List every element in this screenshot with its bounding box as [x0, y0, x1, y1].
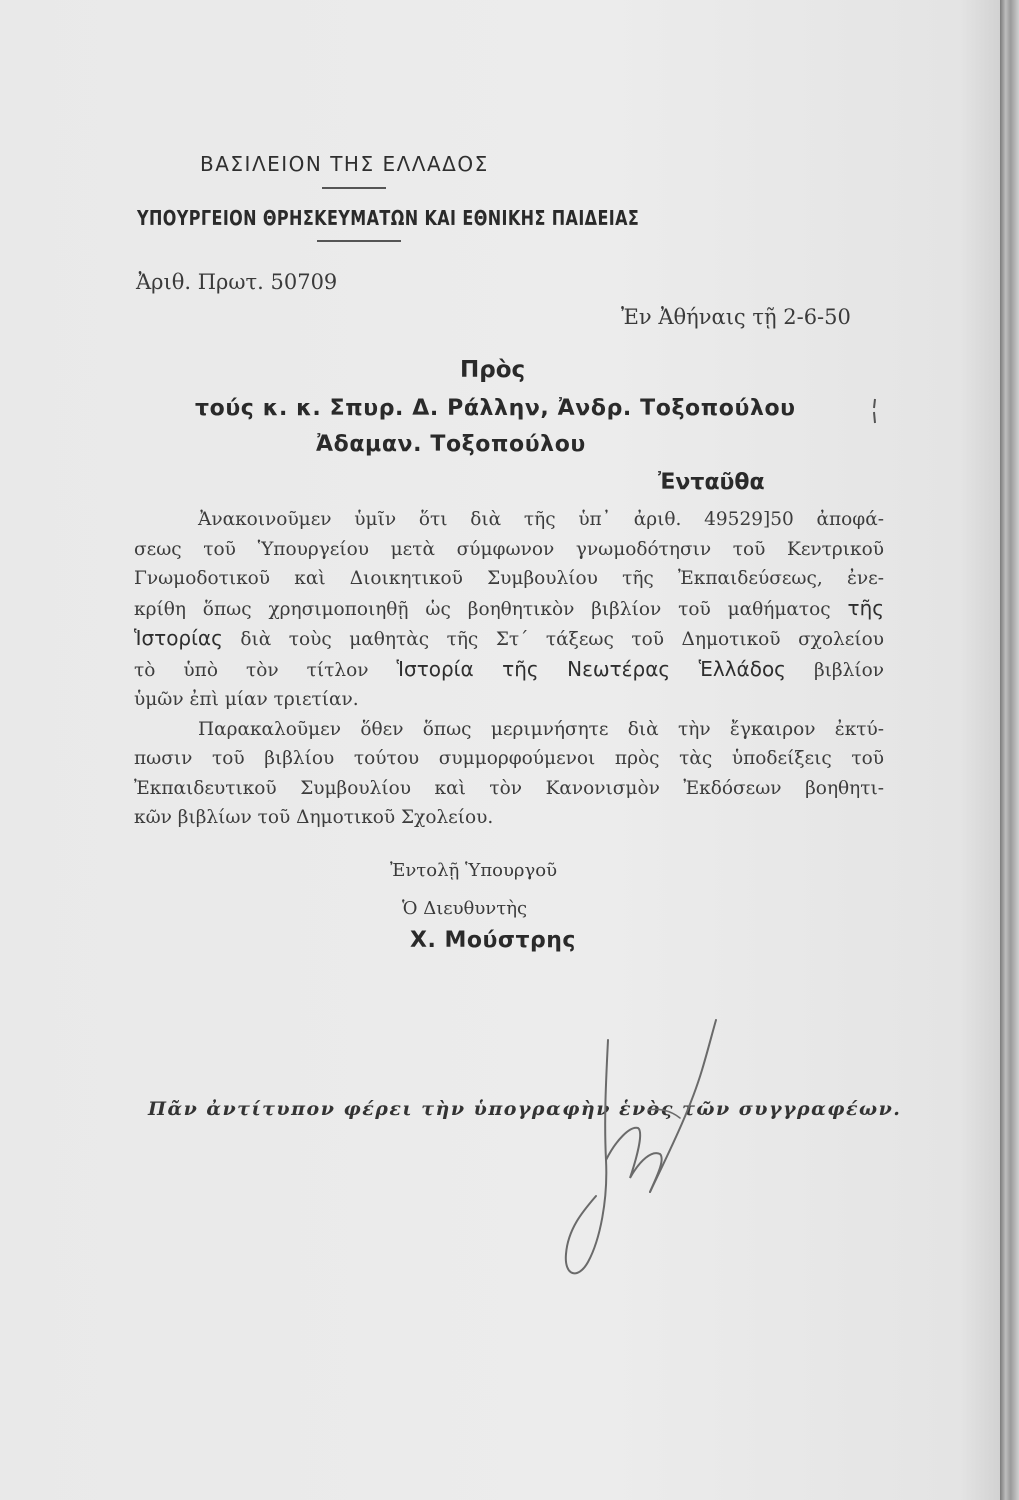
body-line — [134, 624, 884, 655]
body-text-fragment: διὰ τοὺς μαθητὰς τῆς Στ΄ τάξεως τοῦ Δημοτικοῦ σχολείου — [240, 629, 884, 650]
body-line: κῶν βιβλίων τοῦ Δημοτικοῦ Σχολείου. — [134, 807, 494, 828]
body-text-fragment: κρίθη ὅπως χρησιμοποιηθῇ ὡς βοηθητικὸν βιβλίον τοῦ μαθήματος — [134, 598, 831, 620]
handwritten-signature — [540, 1010, 740, 1290]
recipient-to: Πρὸς — [460, 357, 526, 383]
recipient-place: Ἐνταῦθα — [658, 470, 765, 495]
letter-date: Ἐν Ἀθήναις τῇ 2-6-50 — [621, 305, 851, 329]
recipient-line-1: τούς κ. κ. Σπυρ. Δ. Ράλλην, Ἀνδρ. Τοξοπούλου — [195, 396, 796, 421]
body-line: σεως τοῦ Ὑπουργείου μετὰ σύμφωνον γνωμοδότησιν τοῦ Κεντρικοῦ — [134, 538, 884, 560]
book-title: Ἱστορία τῆς Νεωτέρας Ἑλλάδος — [396, 656, 786, 681]
margin-mark — [872, 398, 878, 424]
heading-divider — [317, 240, 401, 242]
protocol-number: Ἀριθ. Πρωτ. 50709 — [136, 270, 338, 294]
emphasis-text: Ἱστορίας — [134, 626, 223, 650]
kingdom-heading: ΒΑΣΙΛΕΙΟΝ ΤΗΣ ΕΛΛΑΔΟΣ — [200, 152, 489, 176]
body-line: Γνωμοδοτικοῦ καὶ Διοικητικοῦ Συμβουλίου τῆς Ἐκπαιδεύσεως, ἐνε- — [134, 568, 884, 589]
body-line: Ἀνακοινοῦμεν ὑμῖν ὅτι διὰ τῆς ὑπ᾽ ἀριθ. 49529]50 ἀποφά- — [198, 509, 884, 530]
heading-divider — [322, 187, 386, 189]
body-line: ὑμῶν ἐπὶ μίαν τριετίαν. — [134, 689, 359, 710]
closing-title: Ὁ Διευθυντὴς — [402, 898, 528, 919]
letter-body — [134, 505, 884, 833]
body-text-fragment: τὸ ὑπὸ τὸν τίτλον — [134, 659, 369, 681]
body-line: πωσιν τοῦ βιβλίου τούτου συμμορφούμενοι πρὸς τὰς ὑποδείξεις τοῦ — [134, 748, 884, 769]
body-line: Παρακαλοῦμεν ὅθεν ὅπως μεριμνήσητε διὰ τὴν ἔγκαιρον ἐκτύ- — [198, 718, 884, 740]
body-text-fragment: βιβλίον — [813, 659, 884, 681]
emphasis-text: τῆς — [847, 595, 884, 620]
body-line — [134, 655, 884, 686]
ministry-heading: ΥΠΟΥΡΓΕΙΟΝ ΘΡΗΣΚΕΥΜΑΤΩΝ ΚΑΙ ΕΘΝΙΚΗΣ ΠΑΙΔΕΙΑΣ — [137, 206, 640, 230]
footnote: Πᾶν ἀντίτυπον φέρει τὴν ὑπογραφὴν ἑνὸς τῶν συγγραφέων. — [148, 1098, 902, 1120]
signatory-name: Χ. Μούστρης — [410, 928, 576, 953]
body-line — [134, 594, 884, 625]
closing-order: Ἐντολῇ Ὑπουργοῦ — [390, 860, 558, 881]
recipient-line-2: Ἀδαμαν. Τοξοπούλου — [316, 432, 586, 457]
page-edge — [1000, 0, 1019, 1500]
body-line: Ἐκπαιδευτικοῦ Συμβουλίου καὶ τὸν Κανονισμὸν Ἐκδόσεων βοηθητι- — [134, 777, 884, 799]
